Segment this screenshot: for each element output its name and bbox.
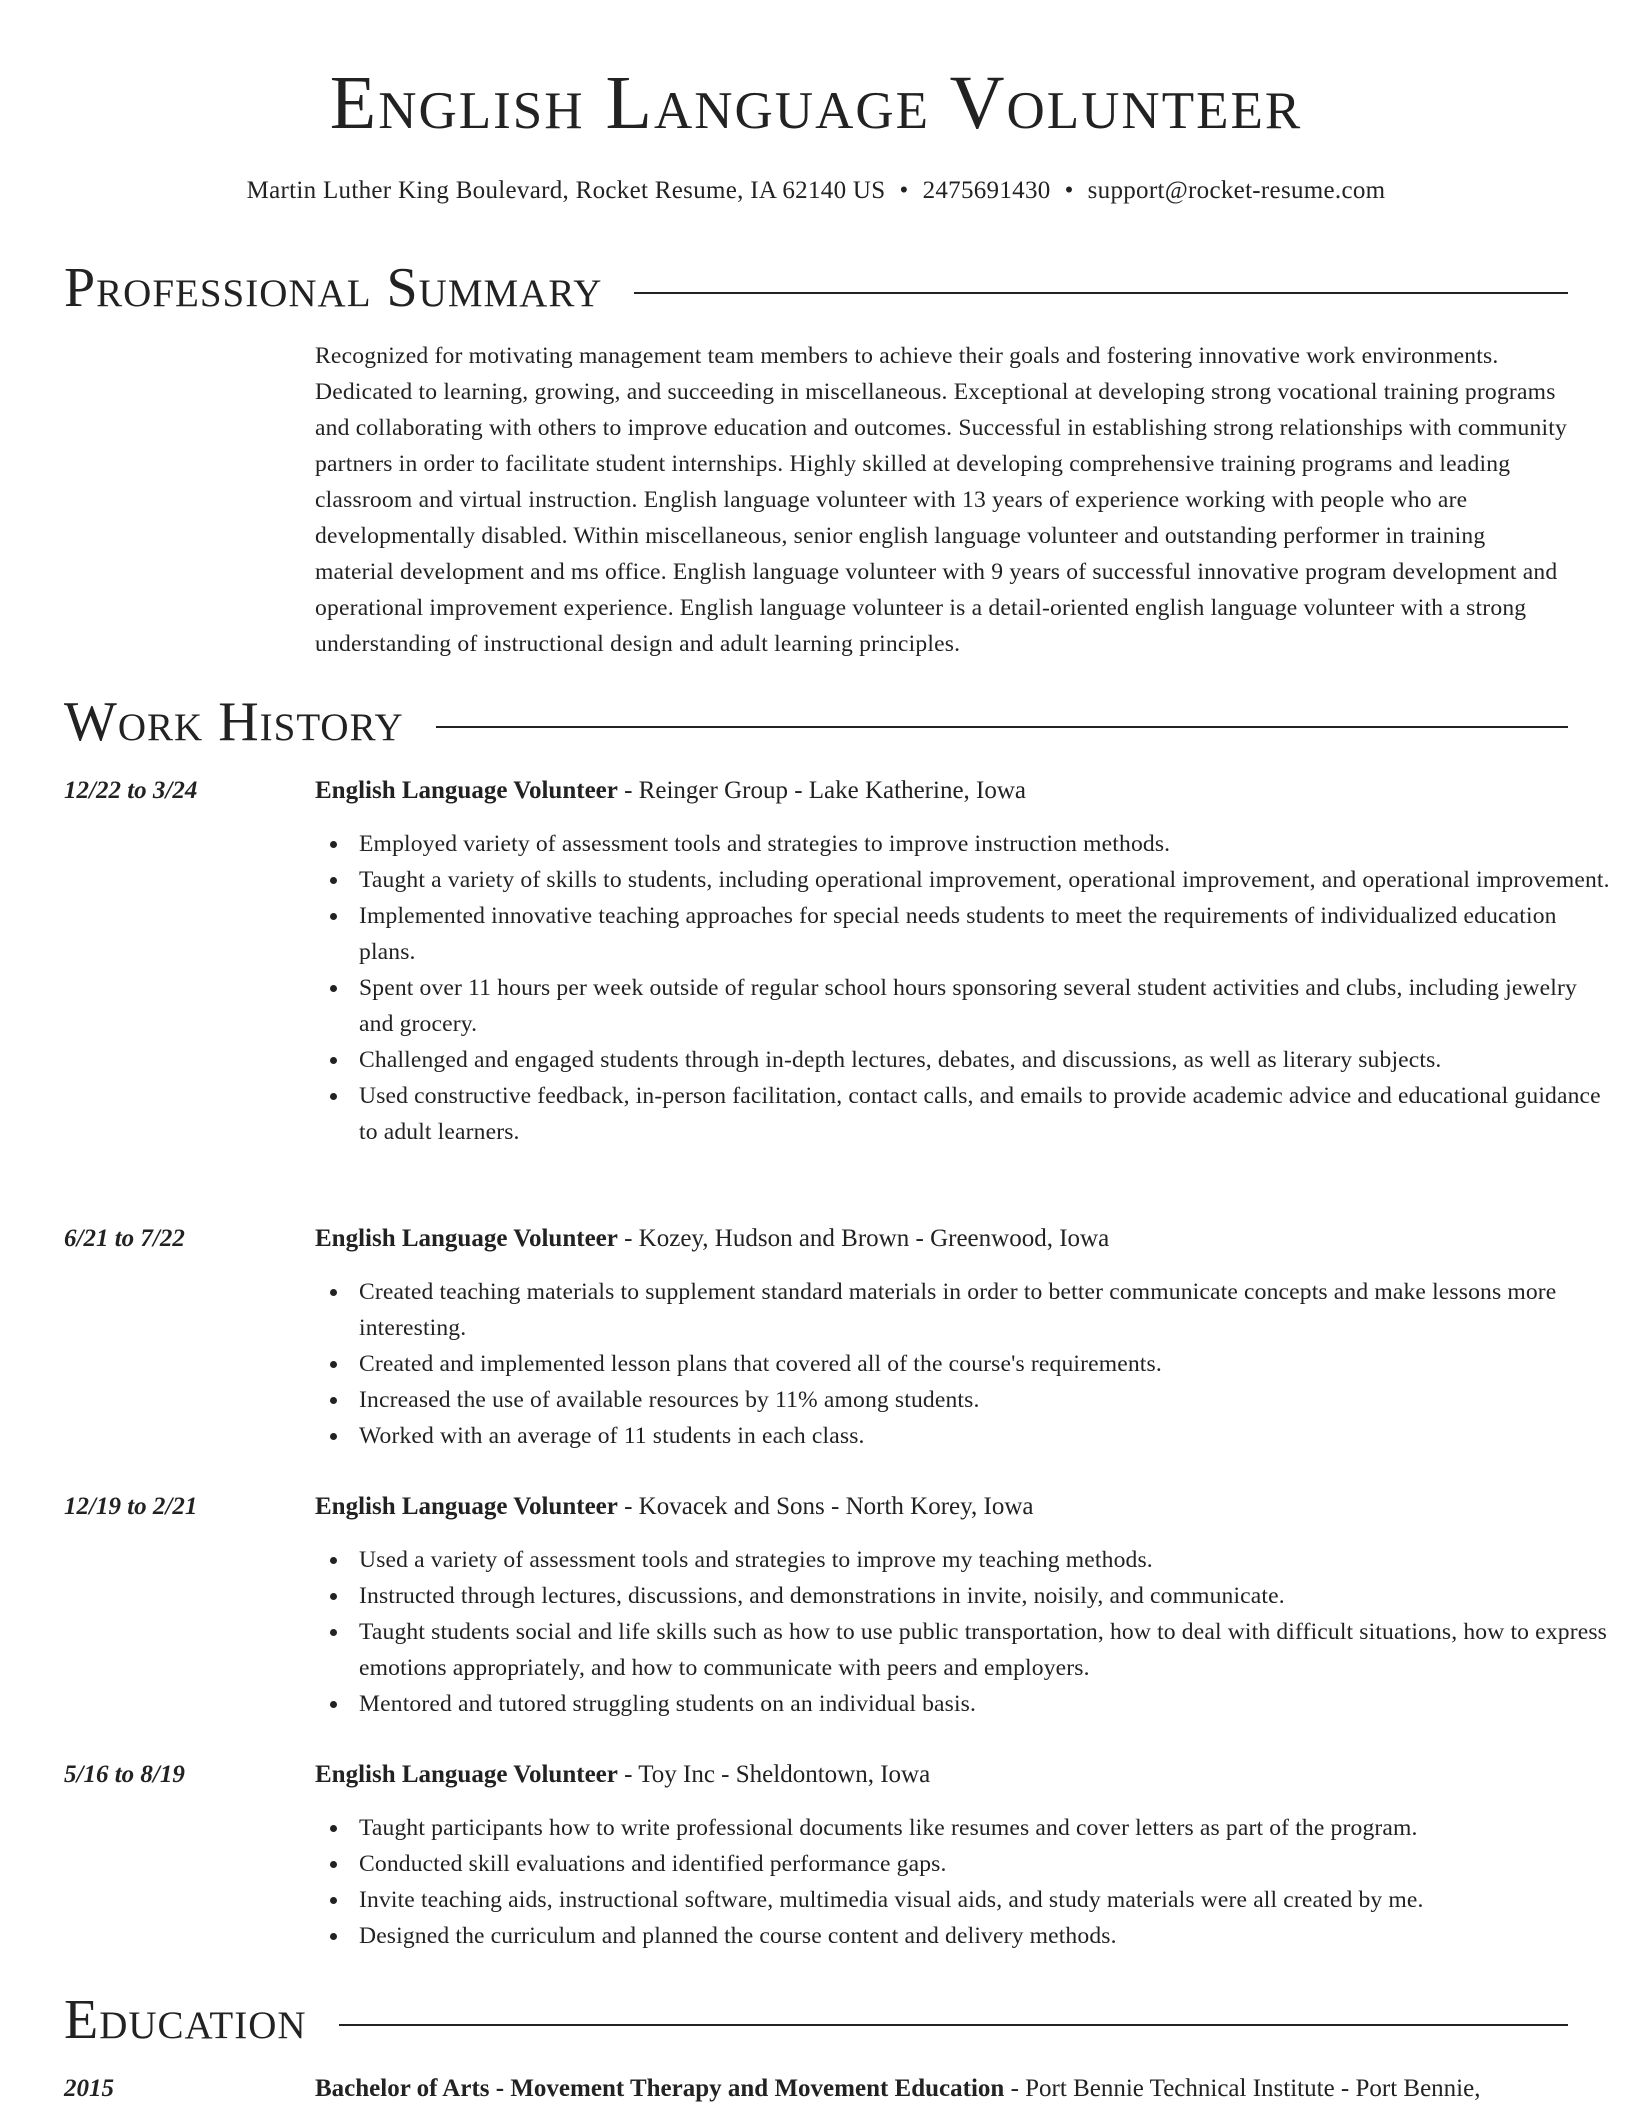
section-title-summary: Professional Summary — [64, 257, 603, 319]
resume-title: English Language Volunteer — [329, 61, 1303, 145]
job-bullets — [315, 1542, 1612, 1722]
bullet-item: Designed the curriculum and planned the course content and delivery methods. — [359, 1918, 1612, 1954]
education-school: - Port Bennie Technical Institute - Port Bennie, — [1004, 2075, 1481, 2102]
bullet-separator: • — [1064, 177, 1074, 204]
bullet-separator: • — [899, 177, 909, 204]
job-title: English Language Volunteer — [315, 1493, 618, 1520]
education-degree: Bachelor of Arts - Movement Therapy and Movement Education — [315, 2075, 1005, 2102]
bullet-item: Mentored and tutored struggling students on an individual basis. — [359, 1686, 1612, 1722]
bullet-item: Challenged and engaged students through in-depth lectures, debates, and discussions, as well as literary subjects. — [359, 1042, 1612, 1078]
section-divider — [634, 292, 1568, 294]
section-divider — [339, 2024, 1568, 2026]
education-heading — [315, 2072, 1568, 2106]
bullet-item: Used a variety of assessment tools and strategies to improve my teaching methods. — [359, 1542, 1612, 1578]
job-dates: 6/21 to 7/22 — [64, 1225, 185, 1252]
bullet-item: Implemented innovative teaching approaches for special needs students to meet the requirements of individualized education plans. — [359, 898, 1612, 970]
bullet-item: Taught participants how to write professional documents like resumes and cover letters as part of the program. — [359, 1810, 1612, 1846]
bullet-item: Spent over 11 hours per week outside of regular school hours sponsoring several student activities and clubs, including jewelry and grocery. — [359, 970, 1612, 1042]
education-section-header — [64, 1988, 1568, 2052]
job-title: English Language Volunteer — [315, 1225, 618, 1252]
section-title-education: Education — [64, 1989, 307, 2051]
bullet-item: Employed variety of assessment tools and strategies to improve instruction methods. — [359, 826, 1612, 862]
job-bullets — [315, 1274, 1612, 1454]
job-heading — [315, 774, 1568, 808]
bullet-item: Created teaching materials to supplement standard materials in order to better communicate concepts and make lessons more interesting. — [359, 1274, 1612, 1346]
bullet-item: Created and implemented lesson plans that covered all of the course's requirements. — [359, 1346, 1612, 1382]
bullet-item: Used constructive feedback, in-person facilitation, contact calls, and emails to provide academic advice and educational guidance to adult learners. — [359, 1078, 1612, 1150]
bullet-item: Invite teaching aids, instructional software, multimedia visual aids, and study materials were all created by me. — [359, 1882, 1612, 1918]
bullet-item: Instructed through lectures, discussions, and demonstrations in invite, noisily, and communicate. — [359, 1578, 1612, 1614]
job-dates: 5/16 to 8/19 — [64, 1761, 185, 1788]
section-divider — [436, 726, 1568, 728]
bullet-item: Taught students social and life skills such as how to use public transportation, how to deal with difficult situations, how to express emotions appropriately, and how to communicate with peers and employers. — [359, 1614, 1612, 1686]
contact-phone: 2475691430 — [922, 177, 1051, 204]
job-title: English Language Volunteer — [315, 777, 618, 804]
contact-email[interactable]: support@rocket-resume.com — [1087, 177, 1386, 204]
contact-line — [0, 175, 1632, 207]
summary-text: Recognized for motivating management team members to achieve their goals and fostering innovative work environments. Dedicated to learning, growing, and succeeding in miscellaneous. Exceptional at developing strong vocational training programs and collaborating with others to improve education and outcomes. Successful in establishing strong relationships with community partners in order to facilitate student internships. Highly skilled at developing comprehensive training programs and leading classroom and virtual instruction. English language volunteer with 13 years of experience working with people who are developmentally disabled. Within miscellaneous, senior english language volunteer and outstanding performer in training material development and ms office. English language volunteer with 9 years of successful innovative program development and operational improvement experience. English language volunteer is a detail-oriented english language volunteer with a strong understanding of instructional design and adult learning principles. — [315, 343, 1568, 657]
job-employer: - Kovacek and Sons - North Korey, Iowa — [617, 1493, 1034, 1520]
job-heading — [315, 1490, 1568, 1524]
bullet-item: Worked with an average of 11 students in each class. — [359, 1418, 1612, 1454]
job-employer: - Kozey, Hudson and Brown - Greenwood, Iowa — [617, 1225, 1110, 1252]
job-heading — [315, 1222, 1568, 1256]
section-title-work: Work History — [64, 691, 404, 753]
bullet-item: Conducted skill evaluations and identified performance gaps. — [359, 1846, 1612, 1882]
job-title: English Language Volunteer — [315, 1761, 618, 1788]
job-bullets — [315, 1810, 1612, 1954]
work-section-header — [64, 690, 1568, 754]
summary-section-header — [64, 256, 1568, 320]
job-bullets — [315, 826, 1612, 1150]
job-dates: 12/19 to 2/21 — [64, 1493, 198, 1520]
bullet-item: Increased the use of available resources by 11% among students. — [359, 1382, 1612, 1418]
job-employer: - Reinger Group - Lake Katherine, Iowa — [617, 777, 1027, 804]
education-year: 2015 — [64, 2075, 114, 2102]
job-heading — [315, 1758, 1568, 1792]
contact-address: Martin Luther King Boulevard, Rocket Resume, IA 62140 US — [246, 177, 886, 204]
job-employer: - Toy Inc - Sheldontown, Iowa — [617, 1761, 931, 1788]
bullet-item: Taught a variety of skills to students, including operational improvement, operational improvement, and operational improvement. — [359, 862, 1612, 898]
job-dates: 12/22 to 3/24 — [64, 777, 198, 804]
